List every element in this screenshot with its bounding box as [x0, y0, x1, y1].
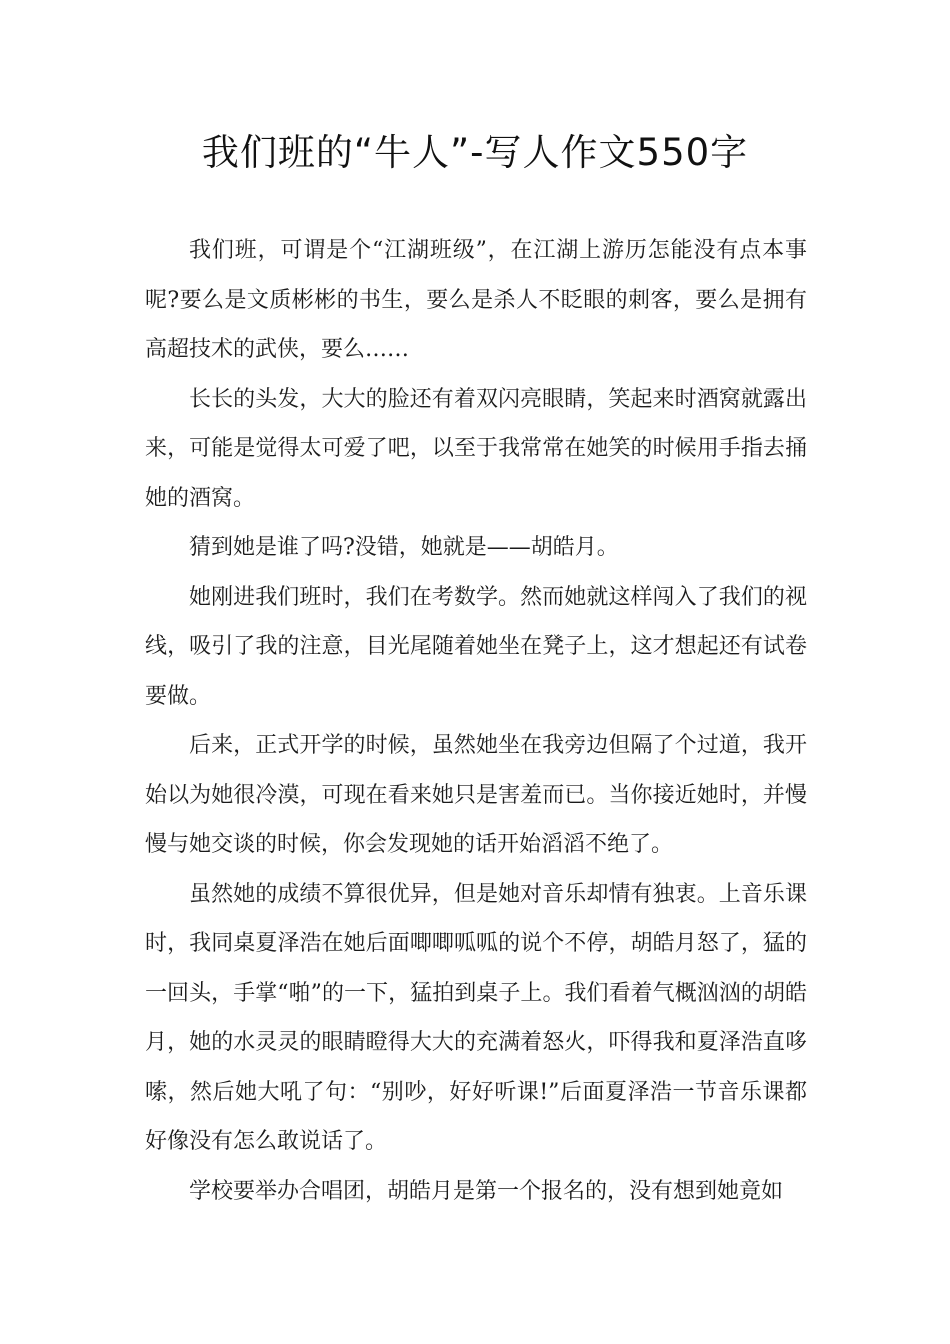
paragraph: 学校要举办合唱团，胡皓月是第一个报名的，没有想到她竟如: [189, 1178, 784, 1204]
paragraph: 虽然她的成绩不算很优异，但是她对音乐却情有独衷。上音乐课时，我同桌夏泽浩在她后面唧唧呱呱的说个不停，胡皓月怒了，猛的一回头，手掌“啪”的一下，猛拍到桌子上。我们看着气概汹汹的胡皓月，她的水灵灵的眼睛瞪得大大的充满着怒火，吓得我和夏泽浩直哆嗦，然后她大吼了句：“别吵，好好听课!”后面夏泽浩一节音乐课都好像没有怎么敢说话了。: [145, 881, 807, 1154]
document-title: 我们班的“牛人”-写人作文550字: [201, 131, 749, 174]
paragraph: 猜到她是谁了吗?没错，她就是——胡皓月。: [189, 535, 619, 560]
paragraph: 后来，正式开学的时候，虽然她坐在我旁边但隔了个过道，我开始以为她很冷漠，可现在看来她只是害羞而已。当你接近她时，并慢慢与她交谈的时候，你会发现她的话开始滔滔不绝了。: [145, 733, 807, 857]
paragraph: 长长的头发，大大的脸还有着双闪亮眼睛，笑起来时酒窝就露出来，可能是觉得太可爱了吧，以至于我常常在她笑的时候用手指去捅她的酒窝。: [145, 386, 807, 511]
paragraph: 我们班，可谓是个“江湖班级”，在江湖上游历怎能没有点本事呢?要么是文质彬彬的书生，要么是杀人不眨眼的刺客，要么是拥有高超技术的武侠，要么……: [145, 238, 807, 362]
paragraph: 她刚进我们班时，我们在考数学。然而她就这样闯入了我们的视线，吸引了我的注意，目光尾随着她坐在凳子上，这才想起还有试卷要做。: [145, 584, 807, 709]
document-body: [145, 226, 807, 1216]
